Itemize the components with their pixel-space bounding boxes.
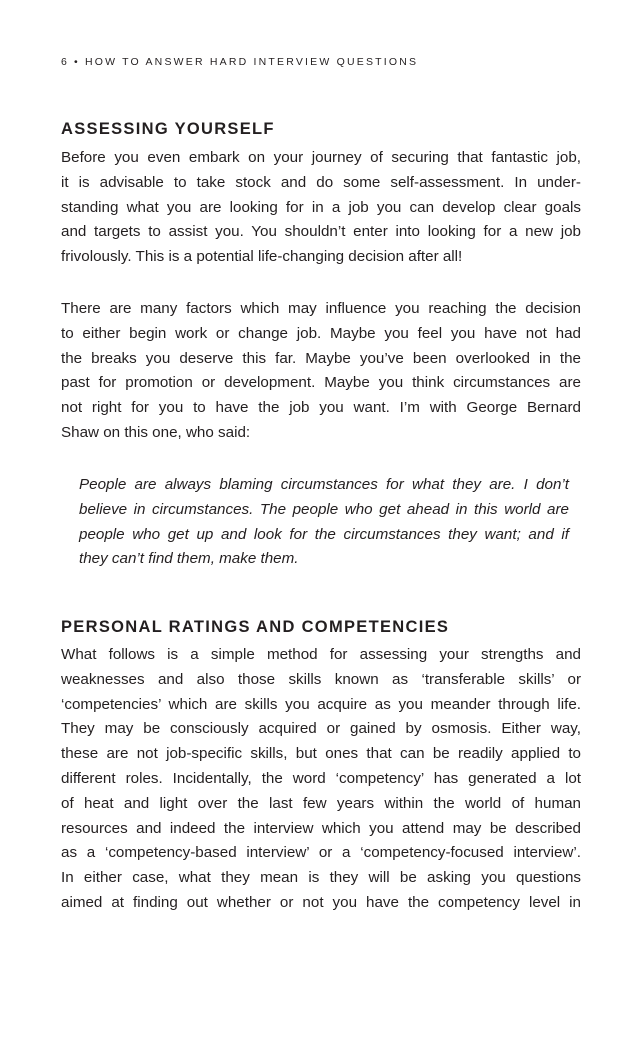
section-heading-assessing-yourself: ASSESSING YOURSELF [61, 120, 275, 138]
text-line: weaknesses and also those skills known as ‘transferable skills’ or [61, 670, 581, 688]
section-heading-personal-ratings: PERSONAL RATINGS AND COMPETENCIES [61, 618, 450, 636]
text-line: and targets to assist you. You shouldn’t enter into looking for a new job [61, 223, 581, 241]
text-line: What follows is a simple method for assessing your strengths and [61, 646, 581, 663]
text-line: the breaks you deserve this far. Maybe you’ve been overlooked in the [61, 349, 581, 367]
page-number: 6 [61, 56, 70, 68]
text-line: not right for you to have the job you want. I’m with George Bernard [61, 399, 581, 417]
text-line: In either case, what they mean is they will be asking you questions [61, 869, 581, 887]
text-line: standing what you are looking for in a job you can develop clear goals [61, 198, 581, 216]
text-line: frivolously. This is a potential life-changing decision after all! [61, 248, 463, 266]
text-line: as a ‘competency-based interview’ or a ‘competency-focused interview’. [61, 844, 581, 862]
text-line: They may be consciously acquired or gained by osmosis. Either way, [61, 720, 581, 738]
text-line: aimed at finding out whether or not you have the competency level in [61, 893, 581, 911]
quote-line: people who get up and look for the circumstances they want; and if [79, 525, 569, 543]
text-line: Shaw on this one, who said: [61, 423, 251, 441]
text-line: of heat and light over the last few years within the world of human [61, 794, 581, 812]
text-line: different roles. Incidentally, the word ‘competency’ has generated a lot [61, 769, 581, 787]
text-line: Before you even embark on your journey of securing that fantastic job, [61, 149, 581, 166]
text-line: resources and indeed the interview which you attend may be described [61, 819, 581, 837]
paragraph-assessing-intro [61, 146, 581, 270]
text-line: these are not job-specific skills, but ones that can be readily applied to [61, 745, 581, 763]
text-line: it is advisable to take stock and do some self-assessment. In under- [61, 173, 581, 191]
shaw-quote [79, 473, 569, 572]
text-line: There are many factors which may influence you reaching the decision [61, 300, 581, 317]
text-line: to either begin work or change job. Maybe you feel you have not had [61, 324, 581, 342]
quote-line: they can’t find them, make them. [79, 550, 299, 568]
text-line: past for promotion or development. Maybe you think circumstances are [61, 374, 581, 392]
running-head [61, 56, 418, 68]
book-title: HOW TO ANSWER HARD INTERVIEW QUESTIONS [84, 56, 419, 68]
paragraph-personal-ratings [61, 643, 581, 916]
text-line: ‘competencies’ which are skills you acquire as you meander through life. [61, 695, 581, 713]
running-head-separator: • [74, 56, 80, 68]
quote-line: People are always blaming circumstances for what they are. I don’t [79, 476, 569, 493]
paragraph-factors [61, 297, 581, 446]
quote-line: believe in circumstances. The people who get ahead in this world are [79, 500, 569, 518]
